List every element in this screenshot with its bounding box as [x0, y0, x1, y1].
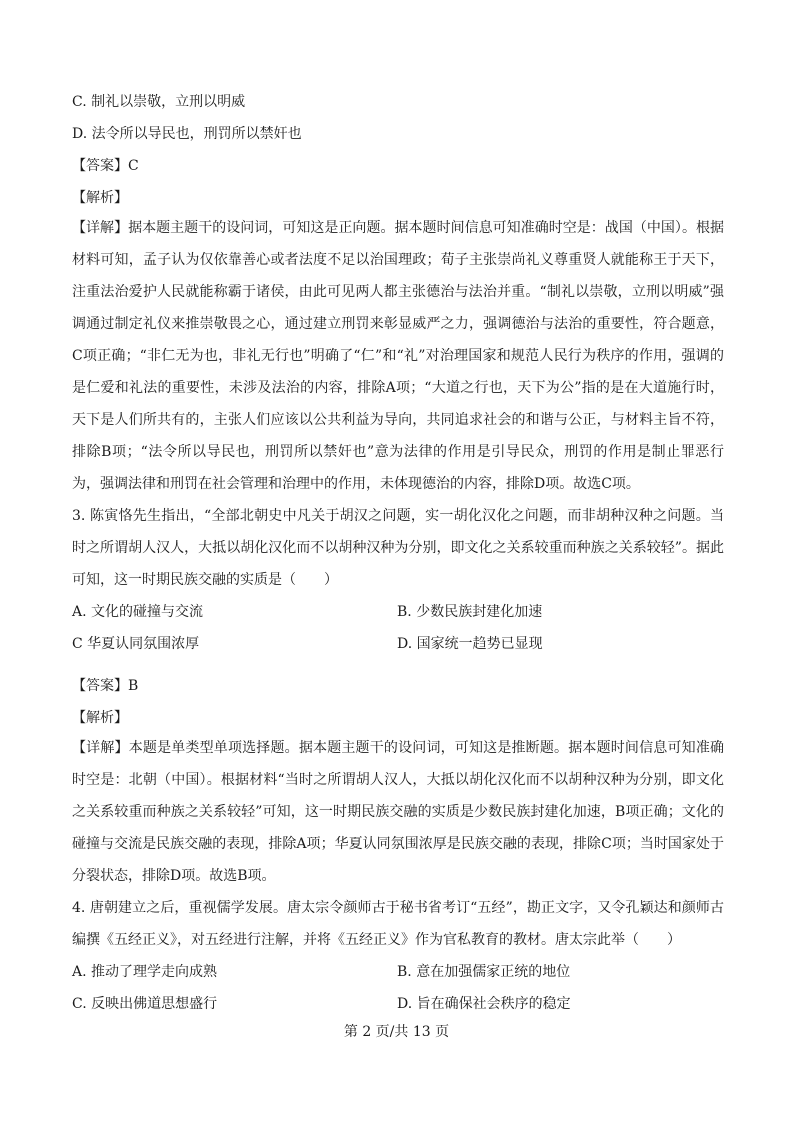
- q4-options: [72, 956, 724, 1020]
- q4-stem: 4. 唐朝建立之后，重视儒学发展。唐太宗令颜师古于秘书省考订“五经”，勘正文字，又令孔颖达和颜师古编撰《五经正义》，对五经进行注解，并将《五经正义》作为官私教育的教材。唐太宗此举（ ）: [72, 900, 724, 948]
- page-footer: 第 2 页/共 13 页: [343, 1024, 450, 1040]
- document-page: [72, 92, 724, 1020]
- q3-option-a: A. 文化的碰撞与交流: [72, 604, 204, 620]
- q3-stem: 3. 陈寅恪先生指出，“全部北朝史中凡关于胡汉之问题，实一胡化汉化之问题，而非胡种汉种之问题。当时之所谓胡人汉人，大抵以胡化汉化而不以胡种汉种为分别，即文化之关系较重而种族之关系较轻”。据此可知，这一时期民族交融的实质是（ ）: [72, 508, 724, 588]
- q3-option-d: D. 国家统一趋势已显现: [397, 636, 543, 652]
- q2-option-d: D. 法令所以导民也，刑罚所以禁奸也: [72, 126, 302, 142]
- q3-detail: 【详解】本题是单类型单项选择题。据本题主题干的设问词，可知这是推断题。据本题时间信息可知准确时空是：北朝（中国）。根据材料“当时之所谓胡人汉人，大抵以胡化汉化而不以胡种汉种为分别，即文化之关系较重而种族之关系较轻”可知，这一时期民族交融的实质是少数民族封建化加速，B项正确；文化的碰撞与交流是民族交融的表现，排除A项；华夏认同氛围浓厚是民族交融的表现，排除C项；当时国家处于分裂状态，排除D项。故选B项。: [72, 740, 724, 884]
- q4-option-d: D. 旨在确保社会秩序的稳定: [397, 996, 571, 1012]
- q2-analysis-label: 【解析】: [72, 190, 128, 206]
- q2-detail: 【详解】据本题主题干的设问词，可知这是正向题。据本题时间信息可知准确时空是：战国（中国）。根据材料可知，孟子认为仅依靠善心或者法度不足以治国理政；荀子主张崇尚礼义尊重贤人就能称王于天下，注重法治爱护人民就能称霸于诸侯，由此可见两人都主张德治与法治并重。“制礼以崇敬，立刑以明威”强调通过制定礼仪来推崇敬畏之心，通过建立刑罚来彰显威严之力，强调德治与法治的重要性，符合题意，C项正确；“非仁无为也，非礼无行也”明确了“仁”和“礼”对治理国家和规范人民行为秩序的作用，强调的是仁爱和礼法的重要性，未涉及法治的内容，排除A项；“大道之行也，天下为公”指的是在大道施行时，天下是人们所共有的，主张人们应该以公共利益为导向，共同追求社会的和谐与公正，与材料主旨不符，排除B项；“法令所以导民也，刑罚所以禁奸也”意为法律的作用是引导民众，刑罚的作用是制止罪恶行为，强调法律和刑罚在社会管理和治理中的作用，未体现德治的内容，排除D项。故选C项。: [72, 220, 724, 492]
- q3-answer: 【答案】B: [72, 678, 139, 694]
- q3-options: [72, 596, 724, 660]
- q3-option-b: B. 少数民族封建化加速: [397, 604, 543, 620]
- q3-analysis-label: 【解析】: [72, 710, 128, 726]
- q2-answer: 【答案】C: [72, 158, 139, 174]
- q4-option-a: A. 推动了理学走向成熟: [72, 964, 218, 980]
- q2-option-c: C. 制礼以崇敬，立刑以明威: [72, 94, 246, 110]
- q3-option-c: C 华夏认同氛围浓厚: [72, 636, 200, 652]
- q4-option-b: B. 意在加强儒家正统的地位: [397, 964, 571, 980]
- q4-option-c: C. 反映出佛道思想盛行: [72, 996, 218, 1012]
